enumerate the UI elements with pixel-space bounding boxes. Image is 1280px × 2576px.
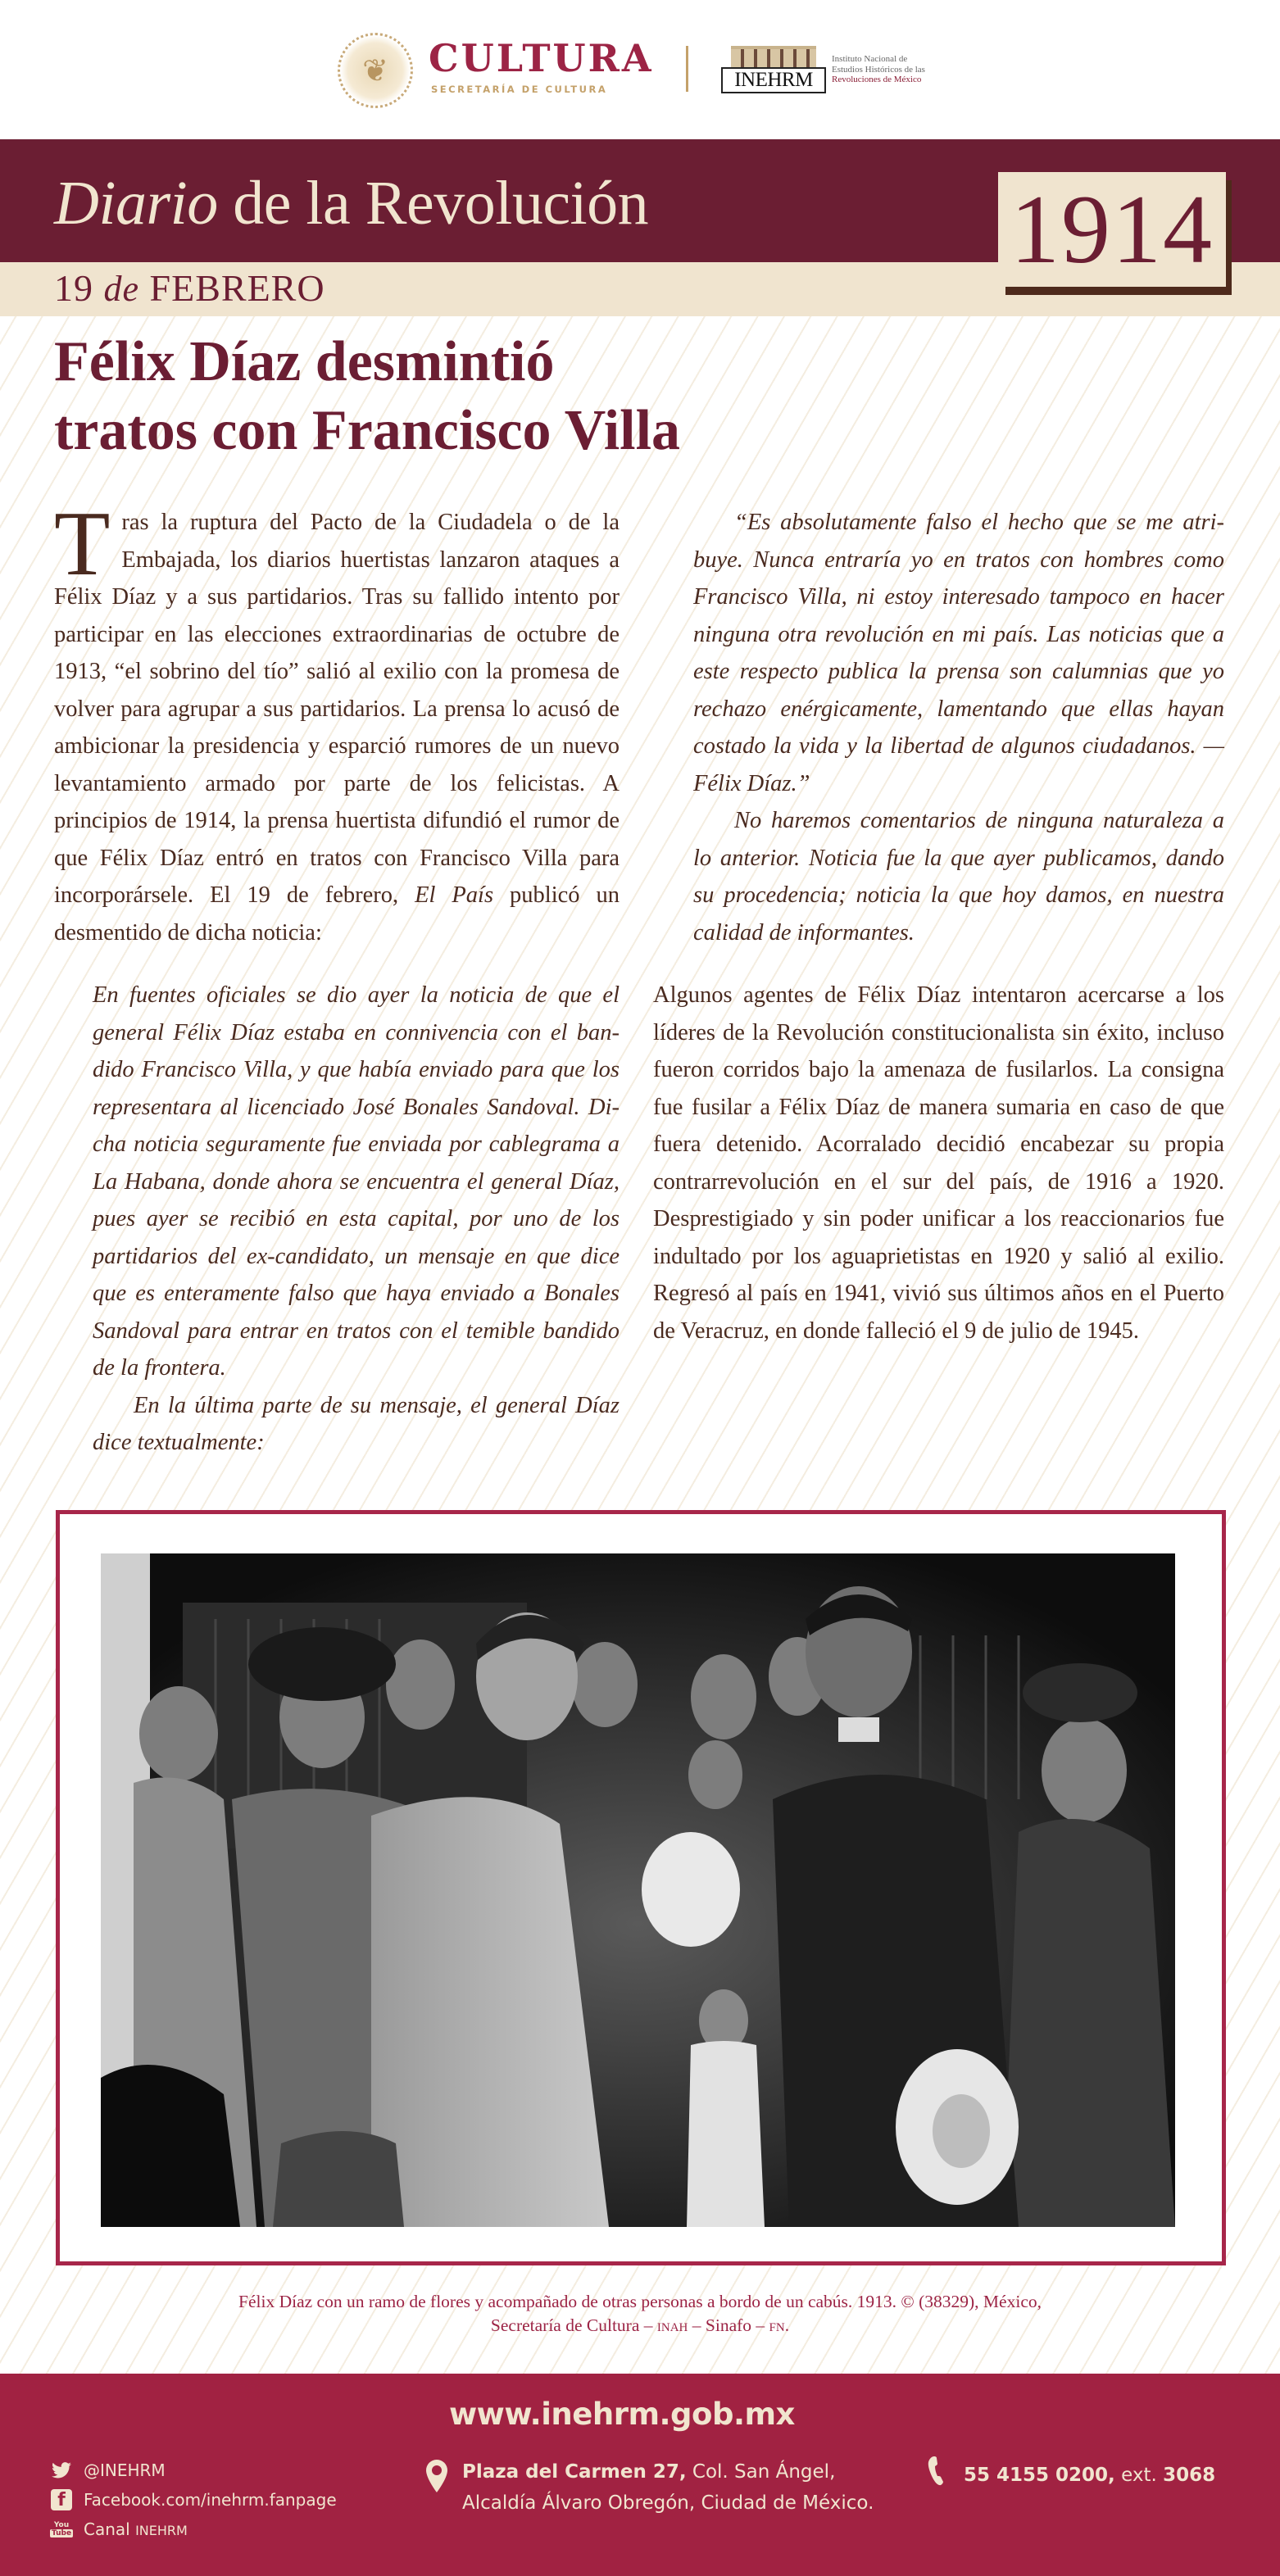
caption-credit-pre: Secretaría de Cultura – [490, 2315, 657, 2335]
inehrm-line-2: Estudios Históricos de las [832, 64, 925, 75]
caption-line-1: Félix Díaz con un ramo de flores y acompañado de otras personas a bordo de un cabús. 1913. © (38329), México, [238, 2292, 1042, 2311]
year-badge: 1914 [998, 172, 1226, 287]
date-day: 19 [54, 267, 93, 309]
youtube-channel [84, 2519, 188, 2539]
mexico-seal-logo [338, 33, 413, 108]
address-city: Alcaldía Álvaro Obregón, Ciudad de México. [462, 2492, 874, 2514]
intro-text-end: publicó un desmentido de dicha noticia: [54, 882, 620, 946]
closing-paragraph [653, 977, 1224, 1349]
phone-number: 55 4155 0200, [964, 2465, 1115, 2486]
headline-line-1: Félix Díaz desmintió [54, 330, 555, 393]
address-text [462, 2456, 874, 2519]
quote-paragraph-4: No haremos comentarios de ninguna naturaleza a lo anterior. Noticia fue la que ayer publicamos, dando su procedencia; noticia la que hoy damos, en nuestra calidad de informantes. [693, 808, 1224, 946]
eagle-icon: ❦ [362, 53, 388, 88]
quote-paragraph-3: “Es absolutamente falso el hecho que se me atribuye. Nunca entraría yo en tratos con hombres como Francisco Villa, ni estoy interesado tampoco en hacer ninguna otra revolución en mi país. Las noticias que a este respecto publica la prensa son calumnias que yo rechazo enérgicamente, lamentando que ellas hayan costado la vida y la libertad de algunos ciudadanos. —Félix Díaz.” [693, 510, 1224, 796]
location-pin-icon [426, 2460, 451, 2519]
facebook-link[interactable] [51, 2485, 337, 2515]
facebook-url: Facebook.com/inehrm.fanpage [84, 2490, 337, 2510]
inehrm-line-1: Instituto Nacional de [832, 54, 908, 64]
twitter-icon [51, 2460, 72, 2481]
youtube-name: INEHRM [135, 2523, 188, 2538]
headline-line-2: tratos con Francisco Villa [54, 399, 681, 462]
cultura-logo-title: CULTURA [429, 36, 654, 80]
date-month: FEBRERO [149, 267, 325, 309]
building-icon [731, 46, 816, 69]
social-links [51, 2456, 337, 2544]
youtube-link[interactable] [51, 2515, 337, 2544]
newspaper-name: El País [415, 882, 494, 908]
address-street: Plaza del Carmen 27, [462, 2461, 687, 2483]
intro-text: ras la ruptura del Pacto de la Ciudadela o de la Embajada, los diarios huertistas lanzaron ataques a Félix Díaz y a sus partidarios. Tras su fallido intento por participar en las elecciones extraordinarias de octubre de 1913, “el sobrino del tío” salió al exilio con la promesa de volver para agrupar a sus partidarios. La prensa lo acusó de ambicionar la presidencia y esparció rumores de un nuevo levantamiento armado por parte de los felicistas. A principios de 1914, la prensa huertista difundió el rumor de que Félix Díaz entró en tratos con Francisco Villa para incorporársele. El 19 de febrero, [54, 510, 620, 908]
address-colonia: Col. San Ángel, [686, 2461, 836, 2483]
inehrm-line-3: Revoluciones de México [832, 75, 922, 84]
phone-icon [928, 2456, 952, 2494]
issue-date [54, 266, 325, 310]
caption-credit-mid: – Sinafo – [688, 2315, 769, 2335]
facebook-icon: f [51, 2489, 72, 2510]
publication-title-rest: de la Revolución [217, 169, 649, 238]
youtube-prefix: Canal [84, 2519, 136, 2539]
phone[interactable] [928, 2456, 1215, 2494]
caption-line-2 [115, 2314, 1165, 2338]
website-link[interactable]: www.inehrm.gob.mx [449, 2397, 795, 2432]
youtube-icon [51, 2519, 72, 2540]
intro-paragraph [54, 493, 620, 951]
inehrm-logo-label: INEHRM [721, 67, 826, 93]
article-headline [54, 328, 955, 465]
twitter-link[interactable] [51, 2456, 337, 2485]
photo-caption [115, 2290, 1165, 2338]
phone-ext-label: ext. [1114, 2465, 1164, 2486]
phone-extension: 3068 [1163, 2465, 1216, 2486]
twitter-handle: @INEHRM [84, 2460, 166, 2480]
caption-credit-inah: inah [656, 2315, 688, 2335]
publication-title [54, 168, 648, 239]
photo-illustration [101, 1553, 1175, 2227]
quote-block-right [693, 504, 1224, 951]
inehrm-full-name [832, 54, 925, 85]
inehrm-logo [721, 46, 826, 93]
drop-cap: T [54, 493, 111, 595]
caption-credit-end: . [784, 2315, 790, 2335]
publication-title-italic: Diario [54, 169, 218, 238]
quote-paragraph-1: En fuentes oficiales se dio ayer la noticia de que el general Félix Díaz estaba en connivencia con el bandido Francisco Villa, y que había enviado para que los representara al licenciado José Bonales Sandoval. Dicha noticia seguramente fue enviada por cablegrama a La Habana, donde ahora se encuentra el general Díaz, pues ayer se recibió en esta capital, por uno de los partidarios del ex-candidato, un mensaje en que dice que es enteramente falso que haya enviado a Bonales Sandoval para entrar en tratos con el temible bandido de la frontera. [93, 982, 620, 1381]
quote-block-left [93, 977, 620, 1462]
cultura-logo-subtitle: SECRETARÍA DE CULTURA [431, 84, 608, 95]
logo-bar [0, 0, 1280, 139]
historical-photo [101, 1553, 1175, 2227]
closing-text: Algunos agentes de Félix Díaz intentaron acercarse a los líderes de la Revolución constitucionalista sin éxito, incluso fueron corridos bajo la amenaza de fusilarlos. La consigna fue fusilar a Félix Díaz de manera sumaria en caso de que fuera detenido. Acorralado decidió encabezar su propia contrarrevolución en el sur del país, de 1916 a 1920. Desprestigiado y sin poder unificar a los reaccionarios fue indultado por los aguaprietistas en 1920 y salió al exilio. Regresó al país en 1941, vivió sus últimos años en el Puerto de Veracruz, en donde falleció el 9 de julio de 1945. [653, 982, 1224, 1344]
address [426, 2456, 874, 2519]
logo-divider [686, 46, 688, 92]
youtube-icon-bottom: Tube [51, 2529, 72, 2537]
caption-credit-fn: fn [769, 2315, 785, 2335]
youtube-icon-top: You [53, 2521, 70, 2529]
date-de: de [103, 269, 140, 309]
quote-paragraph-2: En la última parte de su mensaje, el general Díaz dice textualmente: [93, 1392, 620, 1455]
